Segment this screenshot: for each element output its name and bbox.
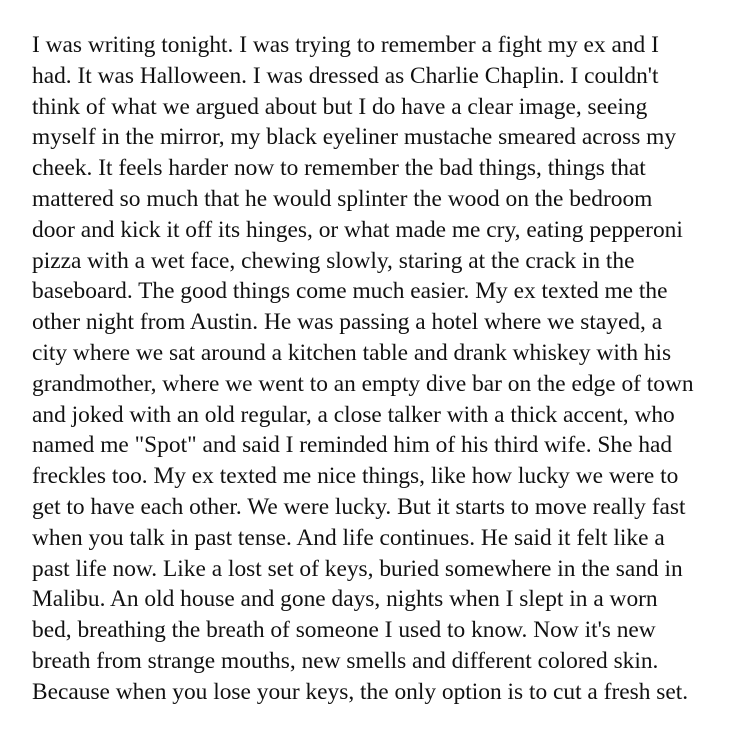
text-line-11: city where we sat around a kitchen table and drank whiskey with his: [32, 339, 672, 366]
text-line-2: had. It was Halloween. I was dressed as Charlie Chaplin. I couldn't: [32, 62, 659, 89]
text-line-19: Malibu. An old house and gone days, nights when I slept in a worn: [32, 586, 658, 613]
text-line-6: mattered so much that he would splinter the wood on the bedroom: [32, 185, 653, 212]
text-line-21: breath from strange mouths, new smells and different colored skin.: [32, 647, 659, 674]
text-line-14: named me "Spot" and said I reminded him of his third wife. She had: [32, 432, 673, 459]
body-text: [32, 30, 742, 708]
text-line-5: cheek. It feels harder now to remember the bad things, things that: [32, 155, 646, 182]
text-line-18: past life now. Like a lost set of keys, buried somewhere in the sand in: [32, 555, 683, 582]
text-line-4: myself in the mirror, my black eyeliner mustache smeared across my: [32, 124, 677, 151]
text-line-15: freckles too. My ex texted me nice things, like how lucky we were to: [32, 463, 679, 490]
text-line-22: Because when you lose your keys, the only option is to cut a fresh set.: [32, 678, 689, 705]
text-line-13: and joked with an old regular, a close talker with a thick accent, who: [32, 401, 675, 428]
text-line-8: pizza with a wet face, chewing slowly, staring at the crack in the: [32, 247, 635, 274]
text-line-10: other night from Austin. He was passing a hotel where we stayed, a: [32, 309, 663, 336]
text-line-3: think of what we argued about but I do have a clear image, seeing: [32, 93, 648, 120]
text-line-9: baseboard. The good things come much easier. My ex texted me the: [32, 278, 668, 305]
text-line-7: door and kick it off its hinges, or what made me cry, eating pepperoni: [32, 216, 683, 243]
text-line-12: grandmother, where we went to an empty dive bar on the edge of town: [32, 370, 694, 397]
text-line-1: I was writing tonight. I was trying to remember a fight my ex and I: [32, 32, 659, 58]
text-line-20: bed, breathing the breath of someone I used to know. Now it's new: [32, 617, 656, 644]
text-line-17: when you talk in past tense. And life continues. He said it felt like a: [32, 524, 665, 551]
text-line-16: get to have each other. We were lucky. But it starts to move really fast: [32, 493, 686, 520]
